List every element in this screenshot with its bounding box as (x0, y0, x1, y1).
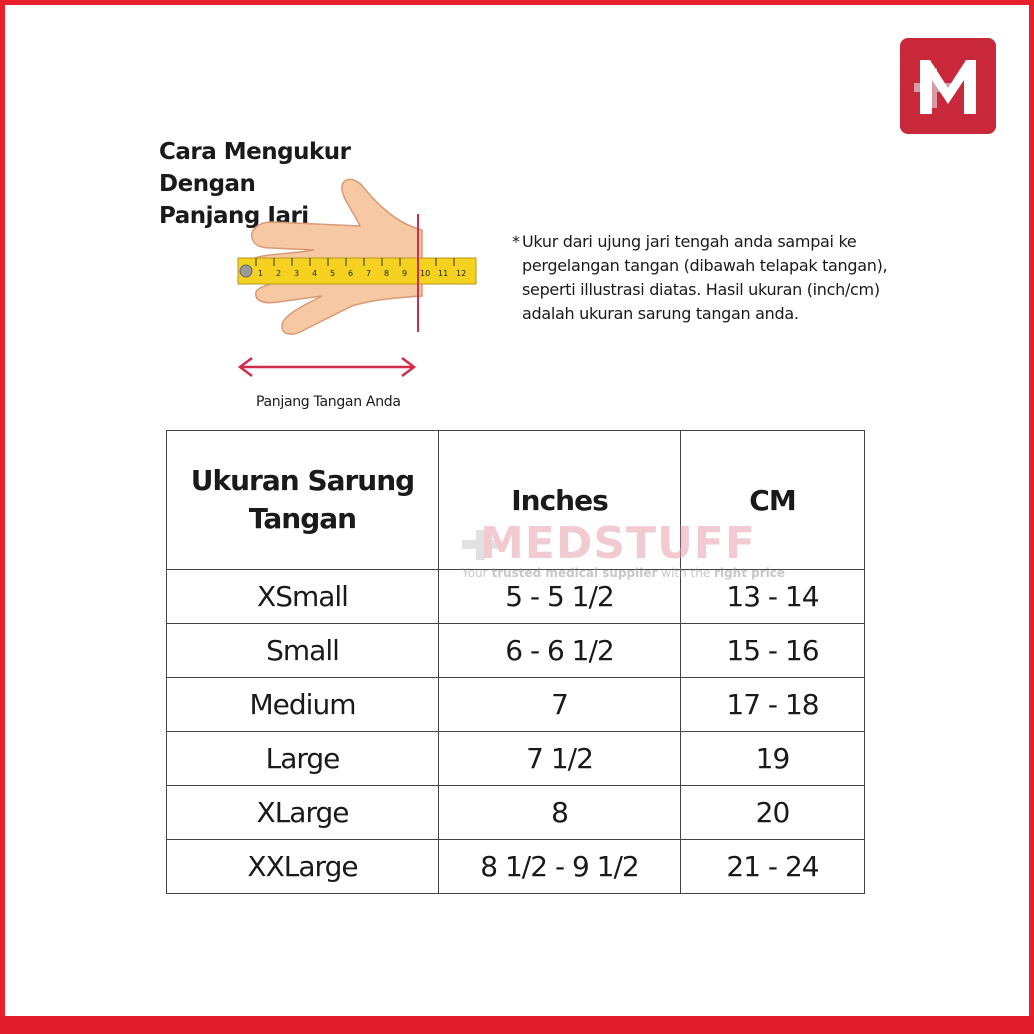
hand-icon (251, 179, 422, 334)
header-size (167, 431, 439, 570)
cell-size: Large (167, 732, 439, 786)
table-row (167, 732, 865, 786)
medstuff-watermark (462, 518, 786, 588)
cell-inches: 7 (439, 678, 681, 732)
tagline-with: with the (661, 566, 711, 580)
bottom-bar (0, 1016, 1034, 1034)
note-line: seperti illustrasi diatas. Hasil ukuran (inch/cm) (522, 280, 880, 299)
hand-length-caption: Panjang Tangan Anda (256, 394, 401, 410)
tagline-right: right price (714, 566, 786, 580)
header-size-line1: Ukuran Sarung (190, 464, 415, 497)
note-line: adalah ukuran sarung tangan anda. (522, 304, 799, 323)
table-row (167, 840, 865, 894)
cell-inches: 6 - 6 1/2 (439, 624, 681, 678)
cell-cm: 15 - 16 (681, 624, 865, 678)
table-row (167, 786, 865, 840)
watermark-tagline (462, 566, 785, 580)
ruler-tick-label: 10 (420, 269, 431, 278)
ruler-tick-label: 1 (258, 269, 264, 278)
cell-cm: 20 (681, 786, 865, 840)
howto-title-line2: Panjang Jari (159, 203, 309, 229)
cell-size: Small (167, 624, 439, 678)
cell-size: XXLarge (167, 840, 439, 894)
tagline-your: Your (462, 566, 488, 580)
ruler-tick-label: 11 (438, 269, 449, 278)
table-row (167, 624, 865, 678)
cell-inches: 7 1/2 (439, 732, 681, 786)
table-row (167, 678, 865, 732)
cell-inches: 8 (439, 786, 681, 840)
ruler-tick-label: 2 (276, 269, 282, 278)
cell-inches: 8 1/2 - 9 1/2 (439, 840, 681, 894)
ruler-tick-label: 4 (312, 269, 318, 278)
header-cm: CM (681, 431, 865, 570)
watermark-brand: MEDSTUFF (480, 518, 756, 569)
ruler-tick-label: 9 (402, 269, 408, 278)
ruler-tick-label: 3 (294, 269, 300, 278)
measuring-tape-icon (238, 258, 476, 284)
ruler-tick-label: 12 (456, 269, 467, 278)
cell-cm: 21 - 24 (681, 840, 865, 894)
medstuff-logo (900, 38, 996, 134)
cell-inches: 5 - 5 1/2 (439, 570, 681, 624)
length-arrow-icon (240, 358, 414, 376)
header-size-line2: Tangan (248, 502, 357, 535)
measure-instructions (512, 230, 912, 326)
ruler-tick-label: 6 (348, 269, 354, 278)
note-line: Ukur dari ujung jari tengah anda sampai ke (522, 232, 857, 251)
ruler-tick-label: 8 (384, 269, 390, 278)
howto-title-line1: Cara Mengukur Dengan (159, 139, 351, 197)
header-inches: Inches (439, 431, 681, 570)
hand-measure-illustration (232, 170, 482, 380)
tagline-trusted: trusted medical supplier (491, 566, 658, 580)
note-asterisk: * (512, 232, 520, 251)
cell-size: Medium (167, 678, 439, 732)
note-line: pergelangan tangan (dibawah telapak tangan), (522, 256, 888, 275)
ruler-tick-label: 5 (330, 269, 336, 278)
cell-cm: 17 - 18 (681, 678, 865, 732)
cell-size: XSmall (167, 570, 439, 624)
glove-size-table (166, 430, 865, 894)
cell-cm: 19 (681, 732, 865, 786)
cell-size: XLarge (167, 786, 439, 840)
cell-cm: 13 - 14 (681, 570, 865, 624)
ruler-tick-label: 7 (366, 269, 372, 278)
